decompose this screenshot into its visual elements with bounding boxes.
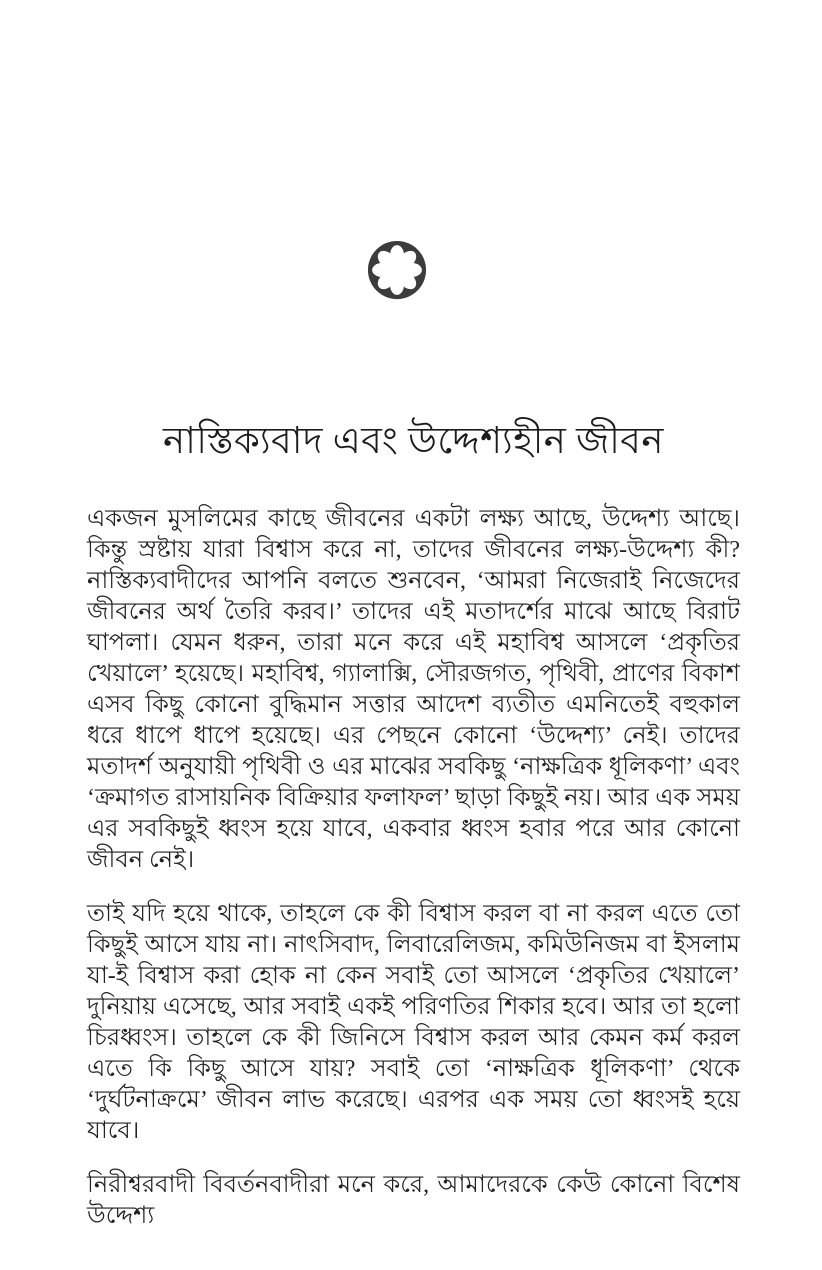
paragraph-2: তাই যদি হয়ে থাকে, তাহলে কে কী বিশ্বাস করল বা না করল এতে তো কিছুই আসে যায় না। নাৎসিবাদ, লিবারেলিজম, কমিউনিজম বা ইসলাম যা-ই বিশ্বাস করা হোক না কেন সবাই তো আসলে ‘প্রকৃতির খেয়ালে’ দুনিয়ায় এসেছে, আর সবাই একই পরিণতির শিকার হবে। আর তা হলো চিরধ্বংস। তাহলে কে কী জিনিসে বিশ্বাস করল আর কেমন কর্ম করল এতে কি কিছু আসে যায়? সবাই তো ‘নাক্ষত্রিক ধূলিকণা’ থেকে ‘দুর্ঘটনাক্রমে’ জীবন লাভ করেছে। এরপর এক সময় তো ধ্বংসই হয়ে যাবে।: [87, 901, 740, 1145]
body-text: [87, 504, 740, 1232]
chapter-title: নাস্তিক্যবাদ এবং উদ্দেশ্যহীন জীবন: [163, 421, 664, 462]
page-content: [87, 420, 740, 1232]
paragraph-1: একজন মুসলিমের কাছে জীবনের একটা লক্ষ্য আছে, উদ্দেশ্য আছে। কিন্তু স্রষ্টায় যারা বিশ্বাস করে না, তাদের জীবনের লক্ষ্য-উদ্দেশ্য কী? নাস্তিক্যবাদীদের আপনি বলতে শুনবেন, ‘আমরা নিজেরাই নিজেদের জীবনের অর্থ তৈরি করব।’ তাদের এই মতাদর্শের মাঝে আছে বিরাট ঘাপলা। যেমন ধরুন, তারা মনে করে এই মহাবিশ্ব আসলে ‘প্রকৃতির খেয়ালে’ হয়েছে। মহাবিশ্ব, গ্যালাক্সি, সৌরজগত, পৃথিবী, প্রাণের বিকাশ এসব কিছু কোনো বুদ্ধিমান সত্তার আদেশ ব্যতীত এমনিতেই বহুকাল ধরে ধাপে ধাপে হয়েছে। এর পেছনে কোনো ‘উদ্দেশ্য’ নেই। তাদের মতাদর্শ অনুযায়ী পৃথিবী ও এর মাঝের সবকিছু ‘নাক্ষত্রিক ধূলিকণা’ এবং ‘ক্রমাগত রাসায়নিক বিক্রিয়ার ফলাফল’ ছাড়া কিছুই নয়। আর এক সময় এর সবকিছুই ধ্বংস হয়ে যাবে, একবার ধ্বংস হবার পরে আর কোনো জীবন নেই।: [87, 506, 740, 874]
flower-ornament-icon: [366, 239, 428, 301]
paragraph-3: নিরীশ্বরবাদী বিবর্তনবাদীরা মনে করে, আমাদেরকে কেউ কোনো বিশেষ উদ্দেশ্য: [87, 1172, 740, 1230]
